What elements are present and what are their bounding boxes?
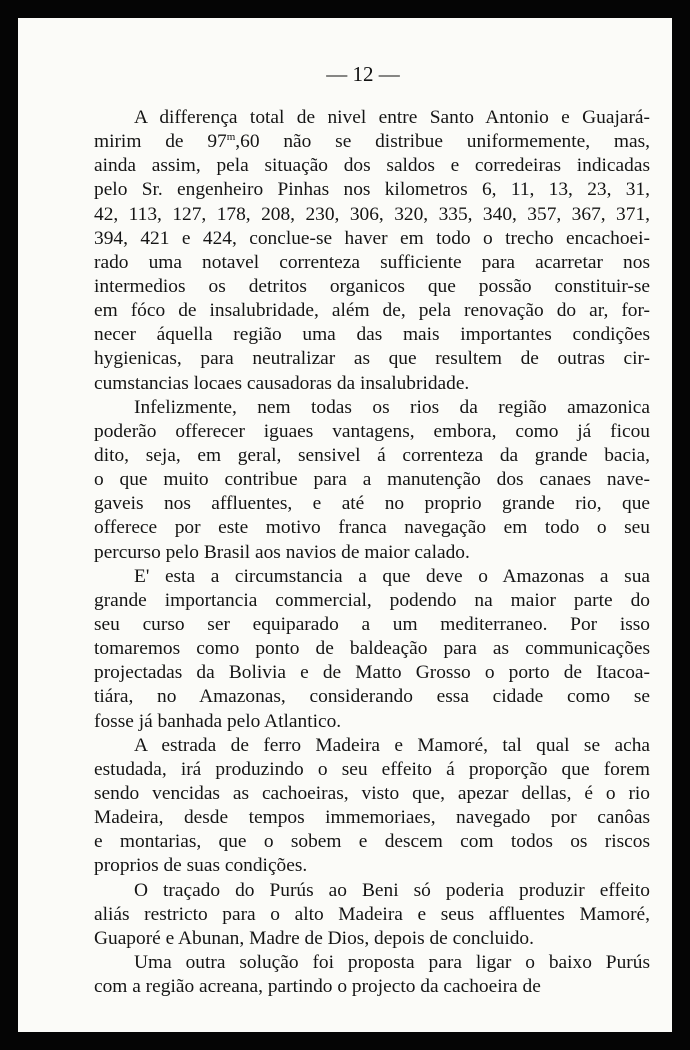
text-line [94, 275, 650, 299]
body-text [94, 106, 650, 999]
line-text: proprios de suas condições. [94, 855, 308, 877]
text-line [94, 251, 650, 275]
line-text: grande importancia commercial, podendo na maior parte do [94, 589, 650, 611]
line-text: E' esta a circumstancia a que deve o Amazonas a sua [134, 565, 650, 587]
line-text: rado uma notavel correnteza sufficiente para acarretar nos [94, 251, 650, 273]
line-text: O traçado do Purús ao Beni só poderia produzir effeito [134, 879, 650, 901]
paragraph [94, 879, 650, 951]
line-text: pelo Sr. engenheiro Pinhas nos kilometros 6, 11, 13, 23, 31, [94, 179, 650, 201]
text-line [94, 178, 650, 202]
line-text: Uma outra solução foi proposta para ligar o baixo Purús [134, 951, 650, 973]
text-line [94, 420, 650, 444]
text-line [94, 444, 650, 468]
text-line [94, 396, 650, 420]
superscript-unit: m [226, 131, 236, 144]
line-text: e montarias, que o sobem e descem com todos os riscos [94, 831, 650, 853]
text-line [94, 854, 650, 878]
text-line [94, 903, 650, 927]
paragraph [94, 106, 650, 396]
line-text: estudada, irá produzindo o seu effeito á proporção que forem [94, 758, 650, 780]
text-line [94, 879, 650, 903]
text-line [94, 613, 650, 637]
line-text: 394, 421 e 424, conclue-se haver em todo o trecho encachoei- [94, 227, 650, 249]
text-line [94, 347, 650, 371]
line-text: Madeira, desde tempos immemoriaes, navegado por canôas [94, 807, 650, 829]
line-text: fosse já banhada pelo Atlantico. [94, 710, 342, 732]
text-line [94, 130, 650, 154]
paragraph [94, 396, 650, 565]
text-line [94, 299, 650, 323]
line-text: 42, 113, 127, 178, 208, 230, 306, 320, 335, 340, 357, 367, 371, [94, 203, 650, 225]
line-text: projectadas da Bolivia e de Matto Grosso o porto de Itacoa- [94, 662, 650, 684]
line-text: mirim de 97 [94, 131, 227, 153]
text-line [94, 951, 650, 975]
page-number: — 12 — [326, 62, 400, 86]
line-text: tomaremos como ponto de baldeação para as communicações [94, 638, 650, 660]
text-line [94, 372, 650, 396]
text-line [94, 492, 650, 516]
line-text: o que muito contribue para a manutenção dos canaes nave- [94, 469, 650, 491]
line-text: ,60 não se distribue uniformemente, mas, [235, 131, 650, 153]
text-line [94, 975, 650, 999]
line-text: ainda assim, pela situação dos saldos e corredeiras indicadas [94, 155, 650, 177]
line-text: aliás restricto para o alto Madeira e seus affluentes Mamoré, [94, 903, 650, 925]
paragraph [94, 951, 650, 999]
line-text: hygienicas, para neutralizar as que resultem de outras cir- [94, 348, 650, 370]
line-text: gaveis nos affluentes, e até no proprio grande rio, que [94, 493, 650, 515]
line-text: em fóco de insalubridade, além de, pela renovação do ar, for- [94, 300, 650, 322]
book-page [36, 36, 690, 1050]
text-line [94, 685, 650, 709]
line-text: A differença total de nivel entre Santo Antonio e Guajará- [134, 107, 650, 128]
text-line [94, 227, 650, 251]
text-line [94, 323, 650, 347]
paragraph [94, 734, 650, 879]
line-text: A estrada de ferro Madeira e Mamoré, tal qual se acha [134, 734, 650, 756]
line-text: com a região acreana, partindo o projecto da cachoeira de [94, 976, 541, 998]
text-line [94, 541, 650, 565]
line-text: tiára, no Amazonas, considerando essa cidade como se [94, 686, 650, 708]
text-line [94, 565, 650, 589]
line-text: percurso pelo Brasil aos navios de maior calado. [94, 541, 470, 563]
line-text: offerece por este motivo franca navegação em todo o seu [94, 517, 650, 539]
line-text: Guaporé e Abunan, Madre de Dios, depois de concluido. [94, 927, 534, 949]
line-text: cumstancias locaes causadoras da insalubridade. [94, 372, 470, 394]
text-line [94, 468, 650, 492]
text-line [94, 516, 650, 540]
line-text: intermedios os detritos organicos que possão constituir-se [94, 275, 650, 297]
text-line [94, 758, 650, 782]
text-line [94, 203, 650, 227]
text-line [94, 734, 650, 758]
line-text: poderão offerecer iguaes vantagens, embora, como já ficou [94, 420, 650, 442]
text-line [94, 927, 650, 951]
text-line [94, 782, 650, 806]
line-text: seu curso ser equiparado a um mediterraneo. Por isso [94, 613, 650, 635]
text-line [94, 830, 650, 854]
text-line [94, 661, 650, 685]
text-line [94, 154, 650, 178]
paragraph [94, 565, 650, 734]
text-line [94, 710, 650, 734]
text-line [94, 589, 650, 613]
line-text: necer áquella região uma das mais importantes condições [94, 324, 650, 346]
line-text: sendo vencidas as cachoeiras, visto que, apezar dellas, é o rio [94, 782, 650, 804]
line-text: dito, seja, em geral, sensivel á correnteza da grande bacia, [94, 444, 650, 466]
line-text: Infelizmente, nem todas os rios da região amazonica [134, 396, 650, 418]
text-line [94, 806, 650, 830]
text-line [94, 106, 650, 130]
text-line [94, 637, 650, 661]
